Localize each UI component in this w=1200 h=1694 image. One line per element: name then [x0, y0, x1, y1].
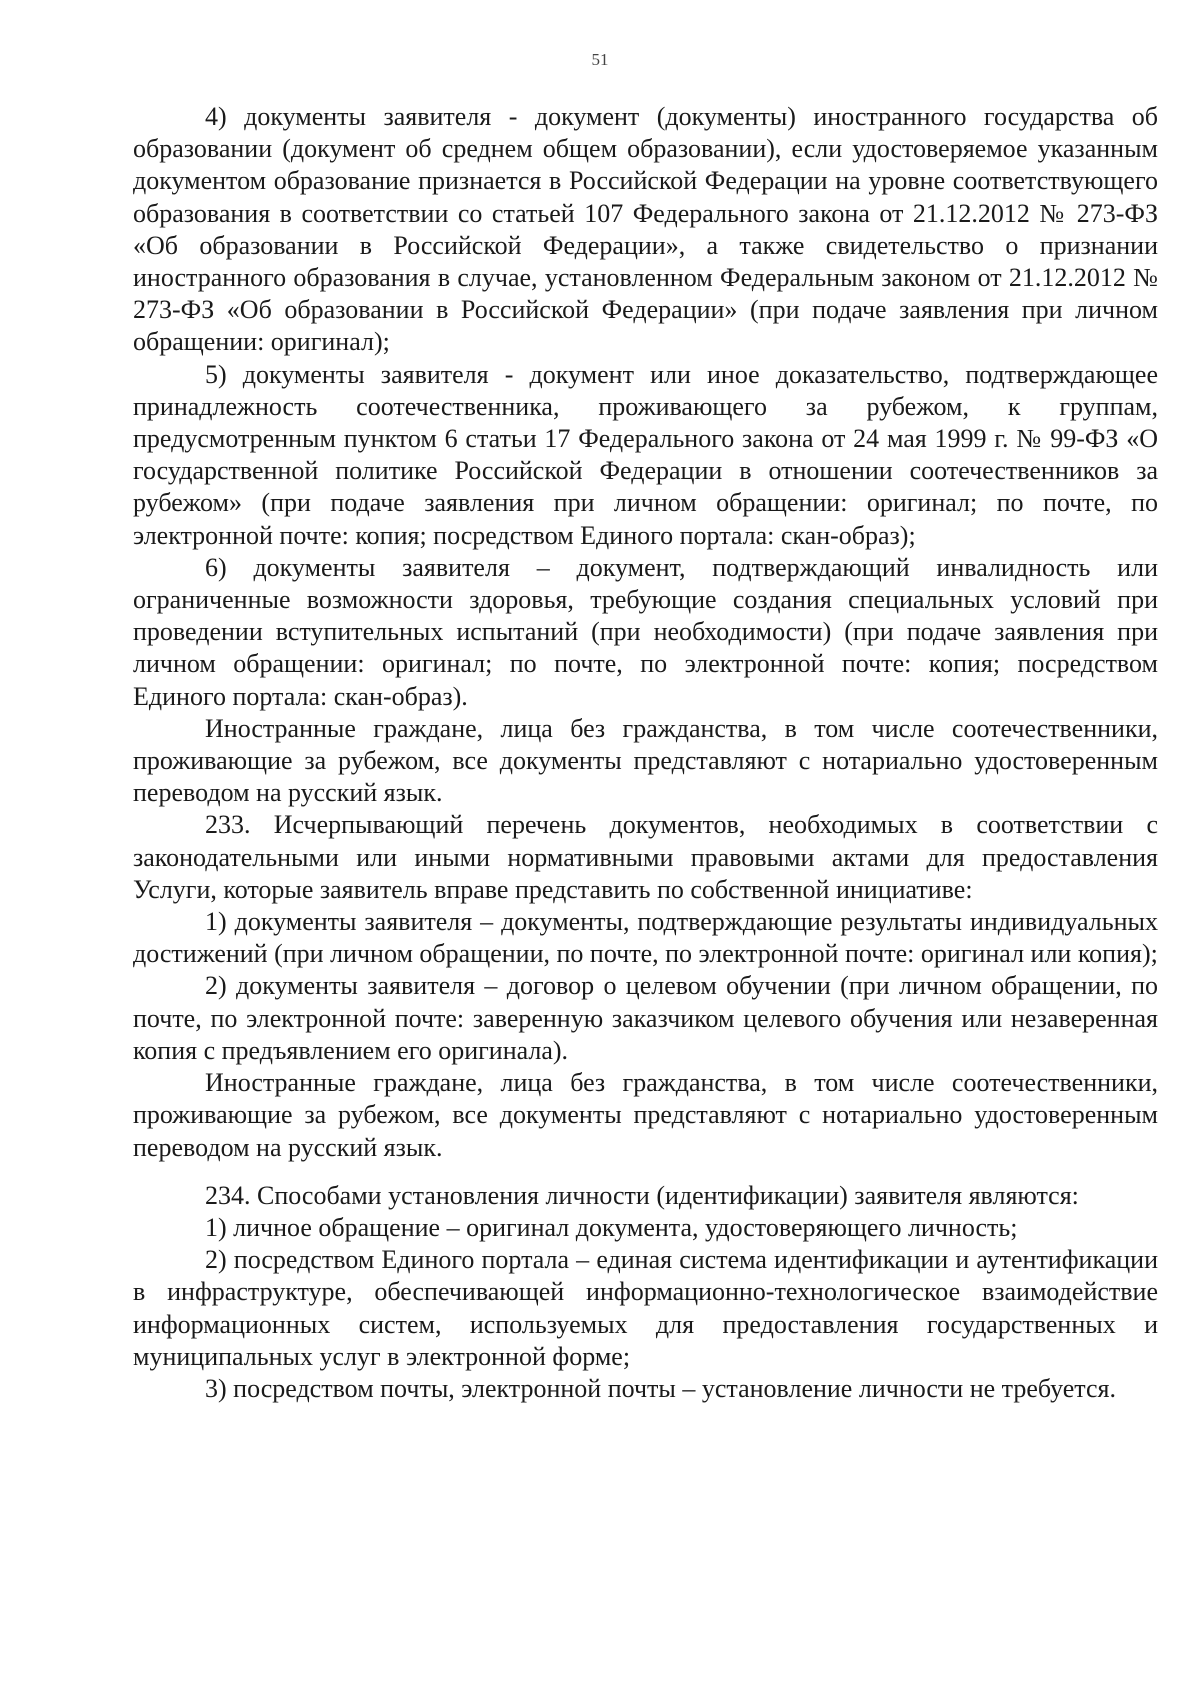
- paragraph-234-item-1: 1) личное обращение – оригинал документа, удостоверяющего личность;: [205, 1212, 1018, 1242]
- paragraph-item-4-foreign-education: 4) документы заявителя - документ (документы) иностранного государства об образовании (документ об среднем общем образовании), если удостоверяемое указанным документом образование признается в Российской Федерации на уровне соответствующего образования в соответствии со статьей 107 Федерального закона от 21.12.2012 № 273-ФЗ «Об образовании в Российской Федерации», а также свидетельство о признании иностранного образования в случае, установленном Федеральным законом от 21.12.2012 № 273-ФЗ «Об образовании в Российской Федерации» (при подаче заявления при личном обращении: оригинал);: [133, 102, 1158, 357]
- paragraph-233-item-1: 1) документы заявителя – документы, подтверждающие результаты индивидуальных достижений (при личном обращении, по почте, по электронной почте: оригинал или копия);: [133, 907, 1158, 969]
- paragraph-234-item-3: 3) посредством почты, электронной почты – установление личности не требуется.: [205, 1373, 1116, 1403]
- paragraph-234: 234. Способами установления личности (идентификации) заявителя являются:: [205, 1180, 1079, 1210]
- paragraph-foreign-citizens-note: Иностранные граждане, лица без гражданства, в том числе соотечественники, проживающие за рубежом, все документы представляют с нотариально удостоверенным переводом на русский язык.: [133, 713, 1158, 808]
- document-body: [133, 101, 1158, 1405]
- paragraph-233: 233. Исчерпывающий перечень документов, необходимых в соответствии с законодательными или иными нормативными правовыми актами для предоставления Услуги, которые заявитель вправе представить по собственной инициативе:: [133, 810, 1158, 904]
- paragraph-item-5-compatriot: 5) документы заявителя - документ или иное доказательство, подтверждающее принадлежность соотечественника, проживающего за рубежом, к группам, предусмотренным пунктом 6 статьи 17 Федерального закона от 24 мая 1999 г. № 99-ФЗ «О государственной политике Российской Федерации в отношении соотечественников за рубежом» (при подаче заявления при личном обращении: оригинал; по почте, по электронной почте: копия; посредством Единого портала: скан-образ);: [133, 359, 1158, 550]
- paragraph-234-item-2: 2) посредством Единого портала – единая система идентификации и аутентификации в инфраструктуре, обеспечивающей информационно-технологическое взаимодействие информационных систем, используемых для предоставления государственных и муниципальных услуг в электронной форме;: [133, 1245, 1158, 1371]
- paragraph-foreign-citizens-note-2: Иностранные граждане, лица без гражданства, в том числе соотечественники, проживающие за рубежом, все документы представляют с нотариально удостоверенным переводом на русский язык.: [133, 1068, 1158, 1162]
- paragraph-233-item-2: 2) документы заявителя – договор о целевом обучении (при личном обращении, по почте, по электронной почте: заверенную заказчиком целевого обучения или незаверенная копия с предъявлением его оригинала).: [133, 971, 1158, 1065]
- paragraph-item-6-disability: 6) документы заявителя – документ, подтверждающий инвалидность или ограниченные возможности здоровья, требующие создания специальных условий при проведении вступительных испытаний (при необходимости) (при подаче заявления при личном обращении: оригинал; по почте, по электронной почте: копия; посредством Единого портала: скан-образ).: [133, 552, 1158, 711]
- page-number: 51: [591, 50, 609, 69]
